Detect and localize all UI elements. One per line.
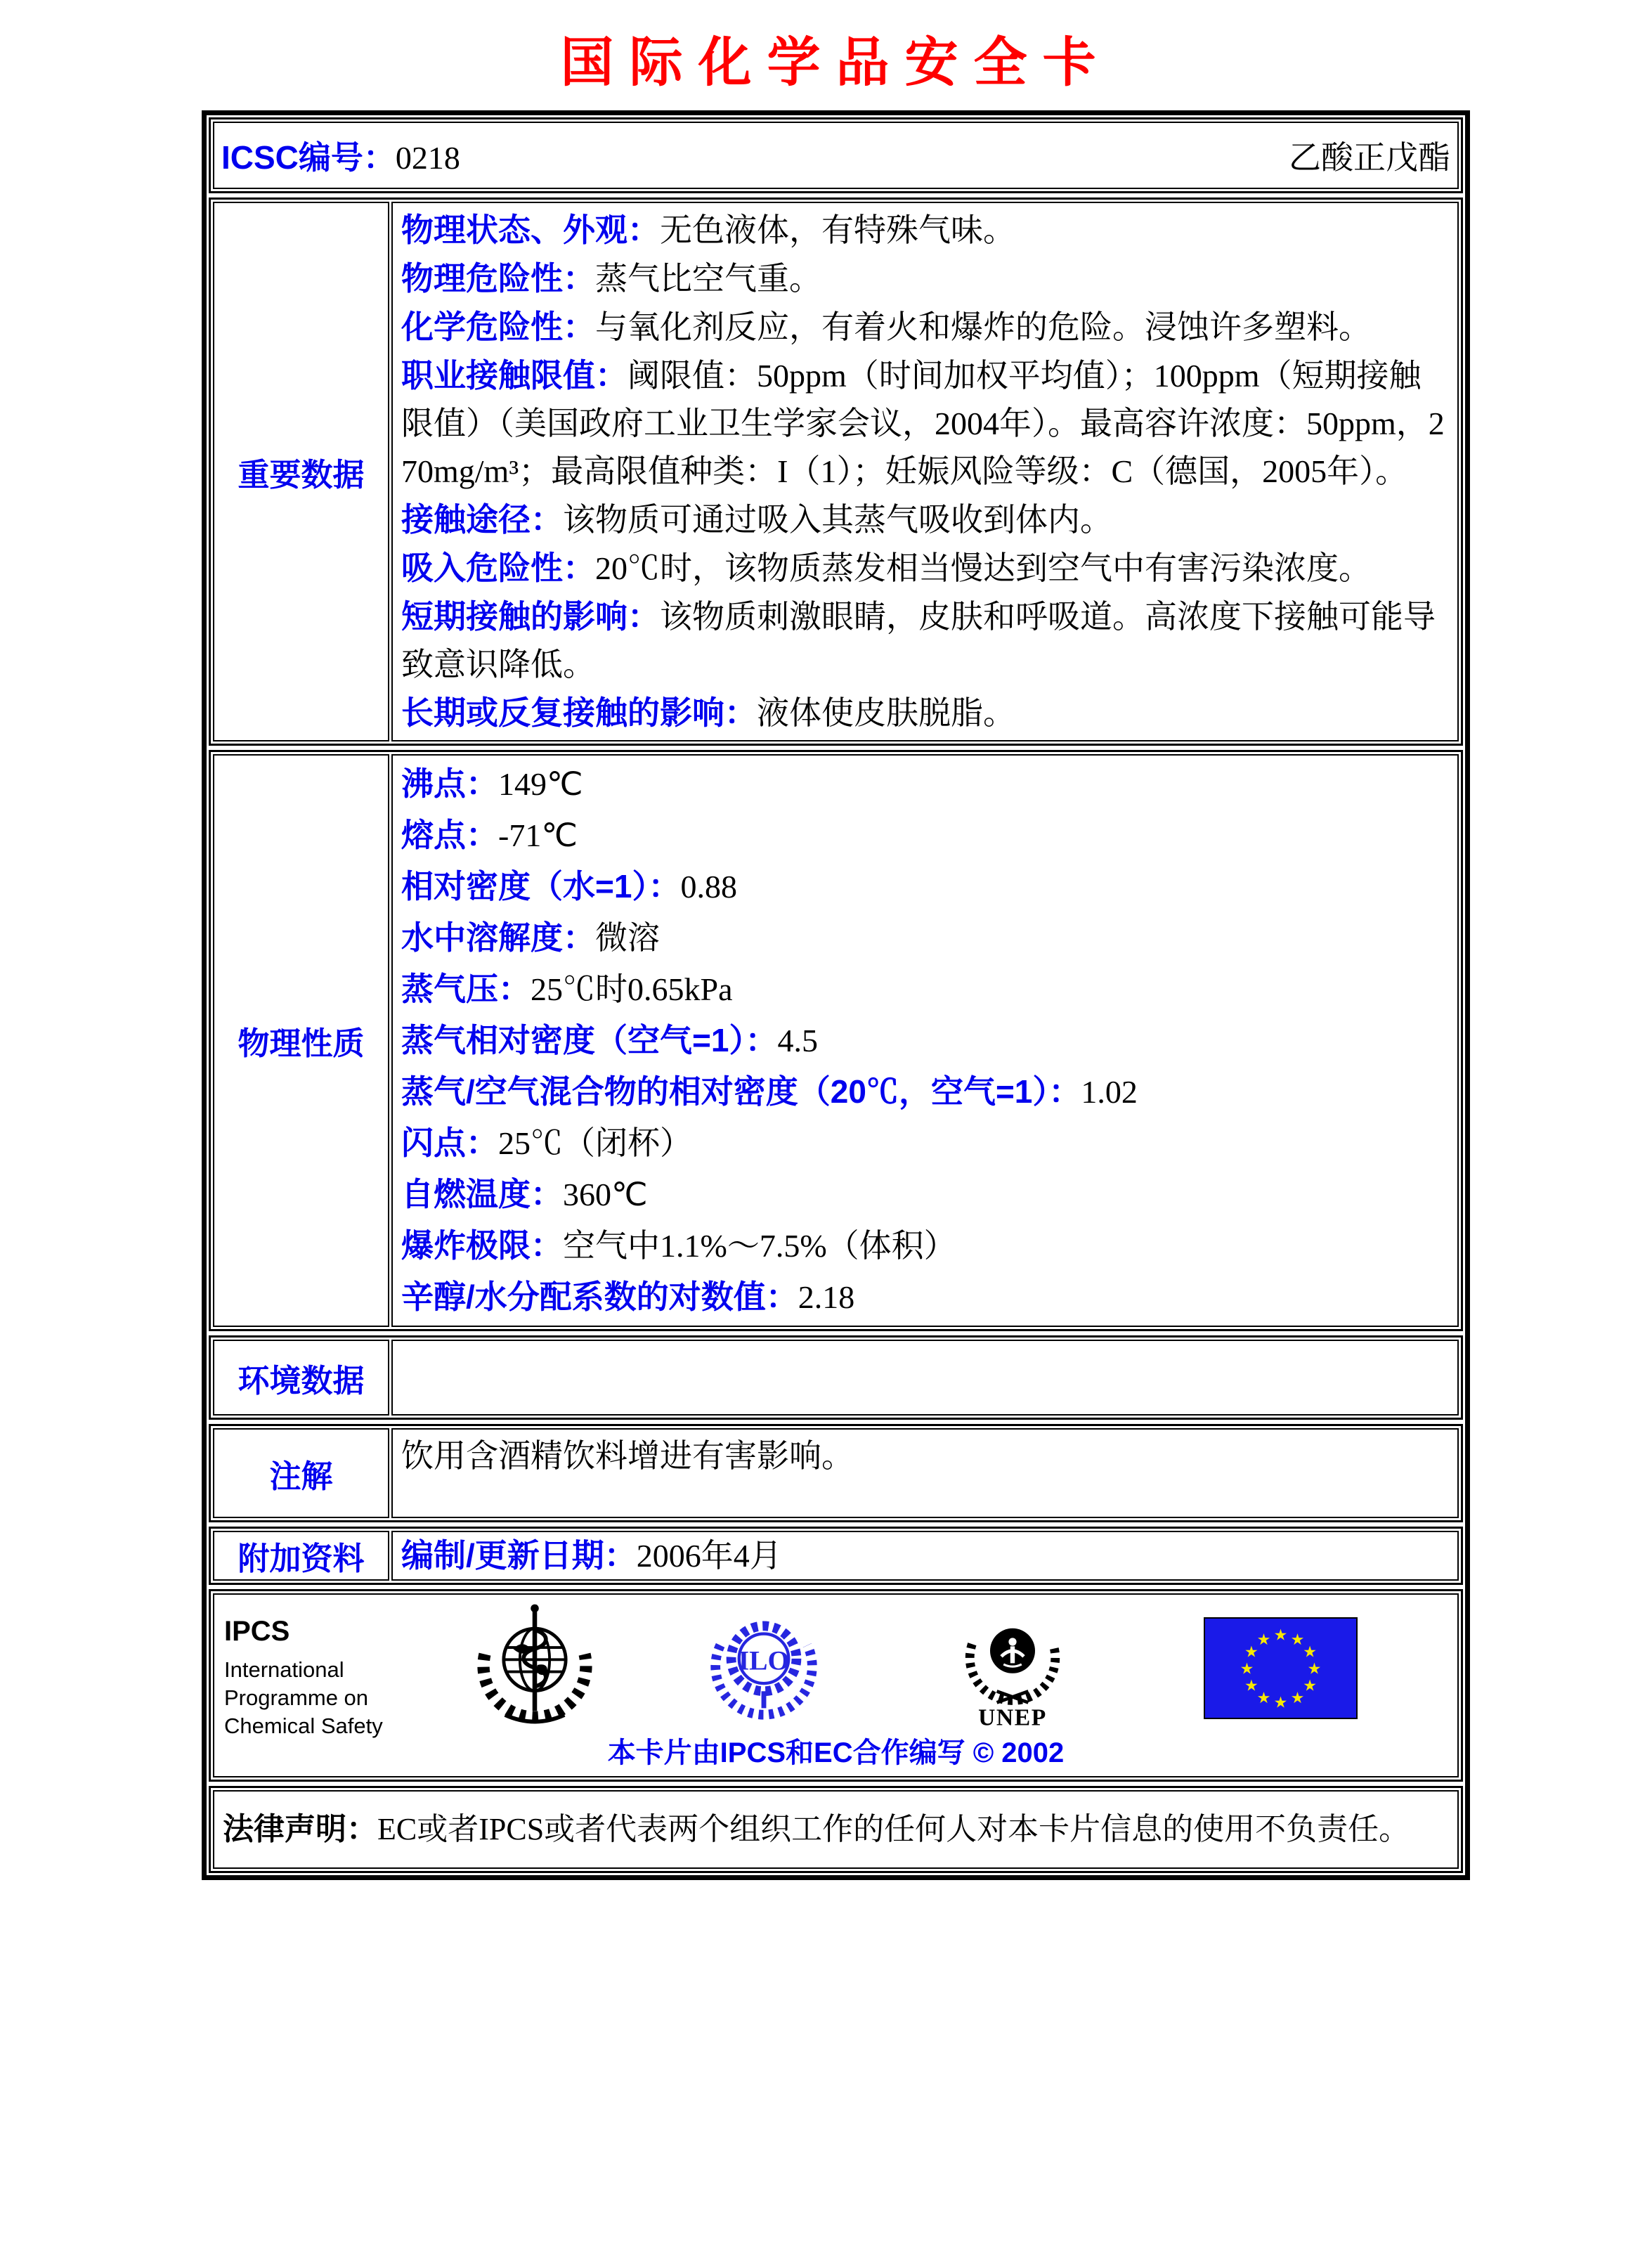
entry-relative-density: 相对密度（水=1）：0.88	[401, 868, 737, 905]
entry-physical-state: 物理状态、外观：无色液体，有特殊气味。	[401, 212, 1015, 248]
section-title-physical-properties: 物理性质	[213, 754, 389, 1327]
entry-flash-point: 闪点：25℃（闭杯）	[401, 1125, 692, 1161]
svg-text:★: ★	[1244, 1676, 1258, 1695]
card-frame	[202, 110, 1470, 1880]
ilo-logo-text: ILO	[738, 1645, 790, 1676]
notes-content	[391, 1428, 1459, 1518]
physical-properties-content	[391, 754, 1459, 1327]
icsc-number	[221, 132, 460, 179]
legal-section	[209, 1786, 1463, 1873]
entry-vapor-pressure: 蒸气压：25℃时0.65kPa	[401, 971, 733, 1007]
page-title: 国际化学品安全卡	[560, 34, 1112, 93]
entry-vapor-air-mixture-density: 蒸气/空气混合物的相对密度（20℃，空气=1）：1.02	[401, 1073, 1138, 1110]
icsc-number-label: ICSC编号：	[221, 139, 396, 176]
svg-text:★: ★	[1290, 1630, 1305, 1648]
environmental-data-section	[209, 1335, 1463, 1420]
unep-logo-icon	[956, 1599, 1069, 1730]
ipcs-line-1: International	[224, 1657, 344, 1682]
svg-text:★: ★	[1244, 1643, 1258, 1661]
legal-text: EC或者IPCS或者代表两个组织工作的任何人对本卡片信息的使用不负责任。	[377, 1812, 1410, 1846]
entry-occupational-exposure-limits: 职业接触限值：阈限值：50ppm（时间加权平均值）；100ppm（短期接触限值）（美国政府工业卫生学家会议，2004年）。最高容许浓度：50ppm，270mg/m³；最高限值种类：I（1）；妊娠风险等级：C（德国，2005年）。	[401, 357, 1445, 489]
icsc-card-page	[202, 20, 1470, 1880]
physical-properties-section	[209, 750, 1463, 1331]
svg-text:★: ★	[1273, 1626, 1288, 1644]
section-title-notes: 注解	[213, 1428, 389, 1518]
entry-exposure-routes: 接触途径：该物质可通过吸入其蒸气吸收到体内。	[401, 501, 1112, 538]
entry-short-term-effects: 短期接触的影响：该物质刺激眼睛，皮肤和呼吸道。高浓度下接触可能导致意识降低。	[401, 598, 1436, 682]
logos-cell	[213, 1593, 1459, 1777]
header-section	[209, 117, 1463, 193]
ipcs-line-3: Chemical Safety	[224, 1714, 383, 1738]
entry-octanol-water-partition: 辛醇/水分配系数的对数值：2.18	[401, 1278, 855, 1315]
svg-text:★: ★	[1303, 1643, 1317, 1661]
icsc-number-value: 0218	[395, 140, 460, 176]
ipcs-line-2: Programme on	[224, 1685, 369, 1710]
svg-text:★: ★	[1307, 1659, 1322, 1678]
header-cell	[213, 122, 1459, 189]
ipcs-abbr: IPCS	[224, 1616, 290, 1647]
ilo-logo-icon	[703, 1602, 824, 1723]
entry-inhalation-risk: 吸入危险性：20℃时，该物质蒸发相当慢达到空气中有害污染浓度。	[401, 550, 1371, 586]
eu-flag-icon	[1204, 1617, 1358, 1719]
important-data-content	[391, 202, 1459, 741]
notes-text: 饮用含酒精饮料增进有害影响。	[401, 1438, 854, 1474]
section-title-environmental-data: 环境数据	[213, 1340, 389, 1416]
entry-vapor-relative-density: 蒸气相对密度（空气=1）：4.5	[401, 1022, 818, 1058]
entry-water-solubility: 水中溶解度：微溶	[401, 919, 660, 956]
entry-autoignition-temperature: 自燃温度：360℃	[401, 1176, 648, 1212]
environmental-data-content	[391, 1340, 1459, 1416]
entry-explosive-limits: 爆炸极限：空气中1.1%～7.5%（体积）	[401, 1227, 956, 1264]
who-logo-icon	[466, 1598, 604, 1732]
section-title-important-data: 重要数据	[213, 202, 389, 741]
section-title-additional-info: 附加资料	[213, 1531, 389, 1581]
entry-chemical-hazard: 化学危险性：与氧化剂反应，有着火和爆炸的危险。浸蚀许多塑料。	[401, 309, 1371, 345]
credit-line: 本卡片由IPCS和EC合作编写 © 2002	[607, 1737, 1065, 1768]
entry-long-term-effects: 长期或反复接触的影响：液体使皮肤脱脂。	[401, 694, 1015, 731]
legal-label: 法律声明：	[223, 1812, 377, 1846]
entry-melting-point: 熔点：-71℃	[401, 817, 578, 853]
important-data-section	[209, 197, 1463, 746]
svg-text:★: ★	[1256, 1630, 1271, 1648]
svg-text:★: ★	[1240, 1659, 1254, 1678]
additional-info-content	[391, 1531, 1459, 1581]
entry-physical-hazard: 物理危险性：蒸气比空气重。	[401, 260, 821, 297]
svg-text:★: ★	[1256, 1689, 1271, 1707]
entry-boiling-point: 沸点：149℃	[401, 765, 583, 802]
ipcs-block	[224, 1616, 383, 1740]
notes-section	[209, 1424, 1463, 1522]
legal-cell	[213, 1790, 1459, 1869]
logos-section	[209, 1589, 1463, 1782]
chemical-name: 乙酸正戊酯	[1289, 140, 1450, 176]
unep-logo-text: UNEP	[978, 1704, 1047, 1730]
additional-info-section	[209, 1527, 1463, 1585]
svg-text:★: ★	[1273, 1693, 1288, 1711]
svg-text:★: ★	[1303, 1676, 1317, 1695]
update-date: 编制/更新日期：2006年4月	[401, 1537, 782, 1574]
svg-text:★: ★	[1290, 1689, 1305, 1707]
